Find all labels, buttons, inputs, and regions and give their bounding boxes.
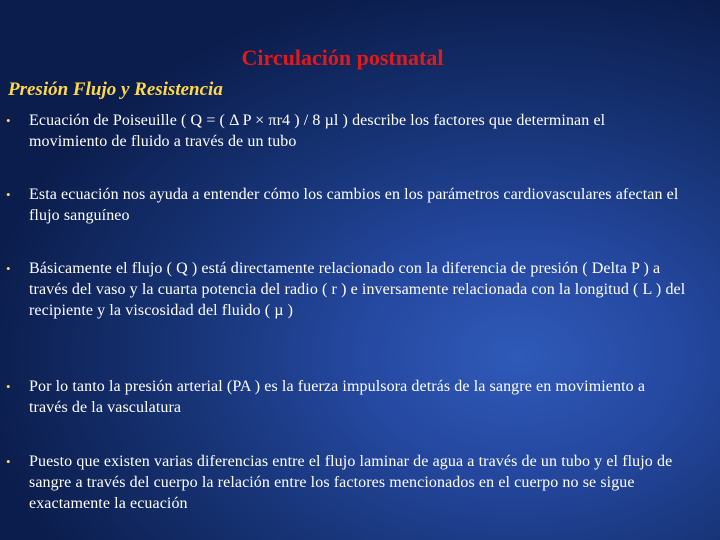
bullet-text: Puesto que existen varias diferencias entre el flujo laminar de agua a través de un tubo y el flujo de sangre a través del cuerpo la relación entre los factores mencionados en el cuerpo no se sigue exactamente la ecuación	[29, 453, 673, 512]
bullet-text: Básicamente el flujo ( Q ) está directamente relacionado con la diferencia de presión ( Delta P ) a través del vaso y la cuarta potencia del radio ( r ) e inversamente relacionada con la longitud ( L ) del recipiente y la viscosidad del fluido ( µ )	[29, 260, 686, 319]
bullet-item	[6, 451, 686, 514]
bullet-marker: •	[6, 454, 11, 469]
bullet-text: Esta ecuación nos ayuda a entender cómo los cambios en los parámetros cardiovasculares afectan el flujo sanguíneo	[29, 186, 679, 224]
bullet-text: Ecuación de Poiseuille ( Q = ( Δ P × πr4 ) / 8 µl ) describe los factores que determinan el movimiento de fluido a través de un tubo	[29, 112, 606, 150]
bullet-text: Por lo tanto la presión arterial (PA ) es la fuerza impulsora detrás de la sangre en movimiento a través de la vasculatura	[29, 378, 646, 416]
bullet-item	[6, 376, 686, 418]
bullet-marker: •	[6, 113, 11, 128]
bullet-item	[6, 258, 686, 321]
bullet-marker: •	[6, 379, 11, 394]
bullet-marker: •	[6, 261, 11, 276]
bullet-marker: •	[6, 187, 11, 202]
slide-title: Circulación postnatal	[241, 45, 444, 70]
bullet-item	[6, 110, 686, 152]
bullet-item	[6, 184, 686, 226]
slide-subtitle: Presión Flujo y Resistencia	[8, 79, 223, 100]
